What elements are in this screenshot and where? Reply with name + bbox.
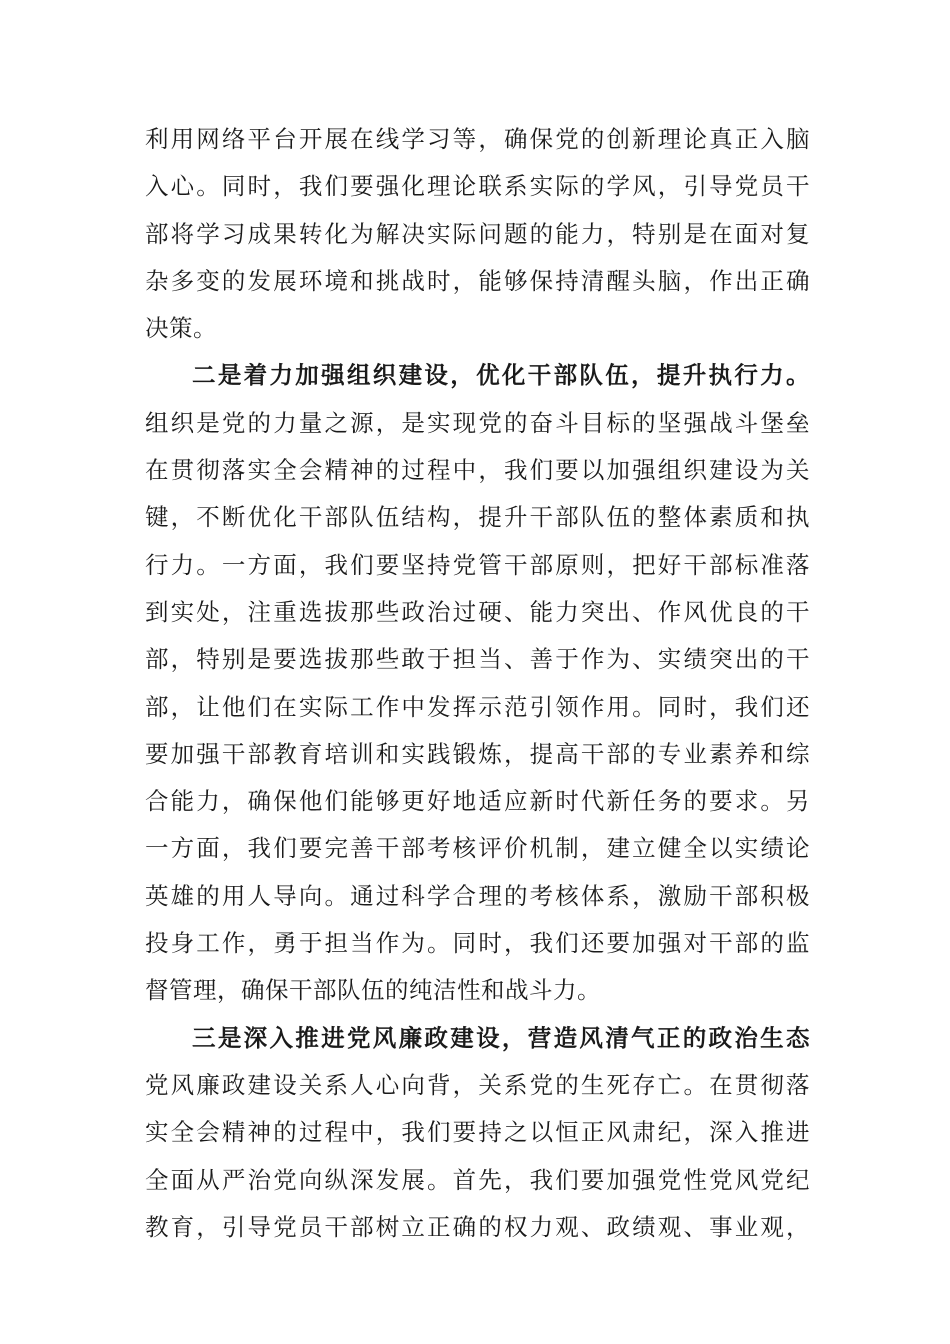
section-heading: 二是着力加强组织建设，优化干部队伍，提升执行力。	[192, 361, 810, 390]
text-line: 入心。同时，我们要强化理论联系实际的学风，引导党员干	[145, 172, 810, 201]
text-line: 决策。	[145, 314, 217, 343]
text-line: 一方面，我们要完善干部考核评价机制，建立健全以实绩论	[145, 834, 810, 863]
text-line: 教育，引导党员干部树立正确的权力观、政绩观、事业观，	[145, 1212, 810, 1241]
text-line: 组织是党的力量之源，是实现党的奋斗目标的坚强战斗堡垒	[145, 408, 810, 437]
text-line: 部，让他们在实际工作中发挥示范引领作用。同时，我们还	[145, 692, 810, 721]
text-line: 部，特别是要选拔那些敢于担当、善于作为、实绩突出的干	[145, 645, 810, 674]
text-line: 要加强干部教育培训和实践锻炼，提高干部的专业素养和综	[145, 739, 810, 768]
text-line: 英雄的用人导向。通过科学合理的考核体系，激励干部积极	[145, 881, 810, 910]
body-text	[145, 116, 810, 1251]
text-line: 部将学习成果转化为解决实际问题的能力，特别是在面对复	[145, 219, 810, 248]
text-line: 到实处，注重选拔那些政治过硬、能力突出、作风优良的干	[145, 597, 810, 626]
text-line: 在贯彻落实全会精神的过程中，我们要以加强组织建设为关	[145, 456, 810, 485]
text-line: 督管理，确保干部队伍的纯洁性和战斗力。	[145, 976, 601, 1005]
text-line: 党风廉政建设关系人心向背，关系党的生死存亡。在贯彻落	[145, 1070, 810, 1099]
text-line: 行力。一方面，我们要坚持党管干部原则，把好干部标准落	[145, 550, 810, 579]
text-line: 全面从严治党向纵深发展。首先，我们要加强党性党风党纪	[145, 1165, 810, 1194]
text-line: 投身工作，勇于担当作为。同时，我们还要加强对干部的监	[145, 929, 810, 958]
text-line: 杂多变的发展环境和挑战时，能够保持清醒头脑，作出正确	[145, 266, 810, 295]
text-line: 键，不断优化干部队伍结构，提升干部队伍的整体素质和执	[145, 503, 810, 532]
text-line: 实全会精神的过程中，我们要持之以恒正风肃纪，深入推进	[145, 1118, 810, 1147]
text-line: 利用网络平台开展在线学习等，确保党的创新理论真正入脑	[145, 125, 810, 153]
text-line: 合能力，确保他们能够更好地适应新时代新任务的要求。另	[145, 787, 810, 816]
section-heading: 三是深入推进党风廉政建设，营造风清气正的政治生态	[192, 1023, 810, 1052]
